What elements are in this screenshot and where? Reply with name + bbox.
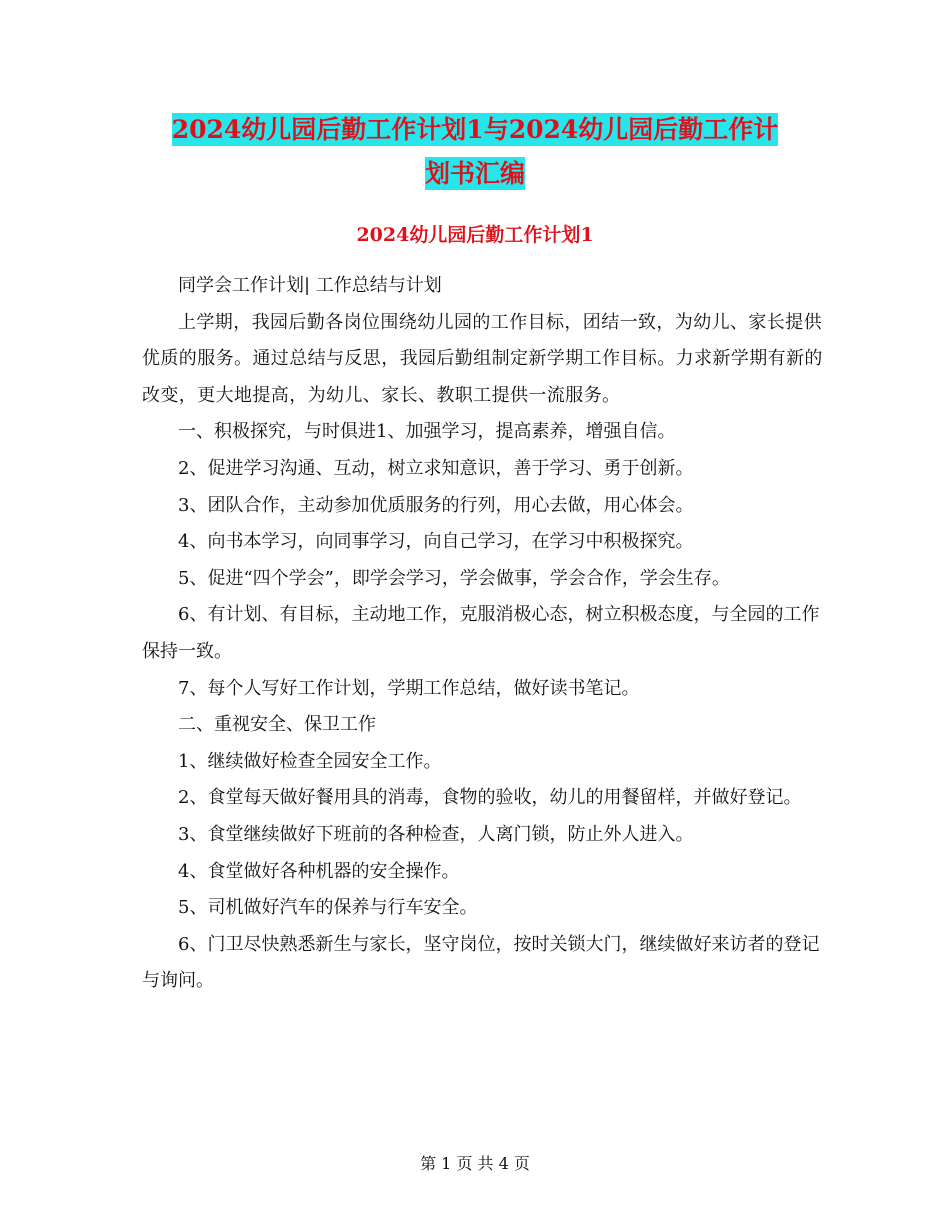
paragraph-item: 5、司机做好汽车的保养与行车安全。 (178, 897, 478, 919)
document-title-line-1 (140, 108, 810, 152)
paragraph-intro: 上学期，我园后勤各岗位围绕幼儿园的工作目标，团结一致，为幼儿、家长提供优质的服务。通过总结与反思，我园后勤组制定新学期工作目标。力求新学期有新的改变，更大地提高，为幼儿、家长、教职工提供一流服务。 (142, 311, 823, 406)
paragraph-item: 5、促进“四个学会”，即学会学习，学会做事，学会合作，学会生存。 (178, 567, 730, 589)
paragraph-item: 6、门卫尽快熟悉新生与家长，坚守岗位，按时关锁大门，继续做好来访者的登记与询问。 (142, 933, 820, 992)
document-title-line-2 (140, 152, 810, 196)
paragraph-item: 6、有计划、有目标，主动地工作，克服消极心态，树立积极态度，与全园的工作保持一致。 (142, 604, 820, 662)
document-body (142, 268, 832, 1000)
document-title-text-2: 划书汇编 (424, 159, 525, 188)
paragraph-item: 4、向书本学习，向同事学习，向自己学习，在学习中积极探究。 (178, 531, 694, 553)
paragraph-header: 同学会工作计划| 工作总结与计划 (178, 275, 442, 296)
document-title-text-1: 2024幼儿园后勤工作计划1与2024幼儿园后勤工作计 (171, 115, 779, 144)
paragraph-item: 3、团队合作，主动参加优质服务的行列，用心去做，用心体会。 (178, 494, 694, 516)
paragraph-item: 2、食堂每天做好餐用具的消毒，食物的验收，幼儿的用餐留样，并做好登记。 (178, 787, 802, 809)
paragraph-item: 一、积极探究，与时俱进1、加强学习，提高素养，增强自信。 (178, 421, 676, 443)
page-footer: 第 1 页 共 4 页 (420, 1154, 530, 1173)
paragraph-item: 7、每个人写好工作计划，学期工作总结，做好读书笔记。 (178, 677, 640, 699)
paragraph-item: 4、食堂做好各种机器的安全操作。 (178, 860, 460, 882)
paragraph-item: 2、促进学习沟通、互动，树立求知意识，善于学习、勇于创新。 (178, 457, 694, 479)
paragraph-item: 3、食堂继续做好下班前的各种检查，人离门锁，防止外人进入。 (178, 823, 694, 845)
paragraph-item: 1、继续做好检查全园安全工作。 (178, 750, 442, 772)
section-title: 2024幼儿园后勤工作计划1 (356, 224, 594, 246)
paragraph-heading: 二、重视安全、保卫工作 (178, 714, 376, 736)
